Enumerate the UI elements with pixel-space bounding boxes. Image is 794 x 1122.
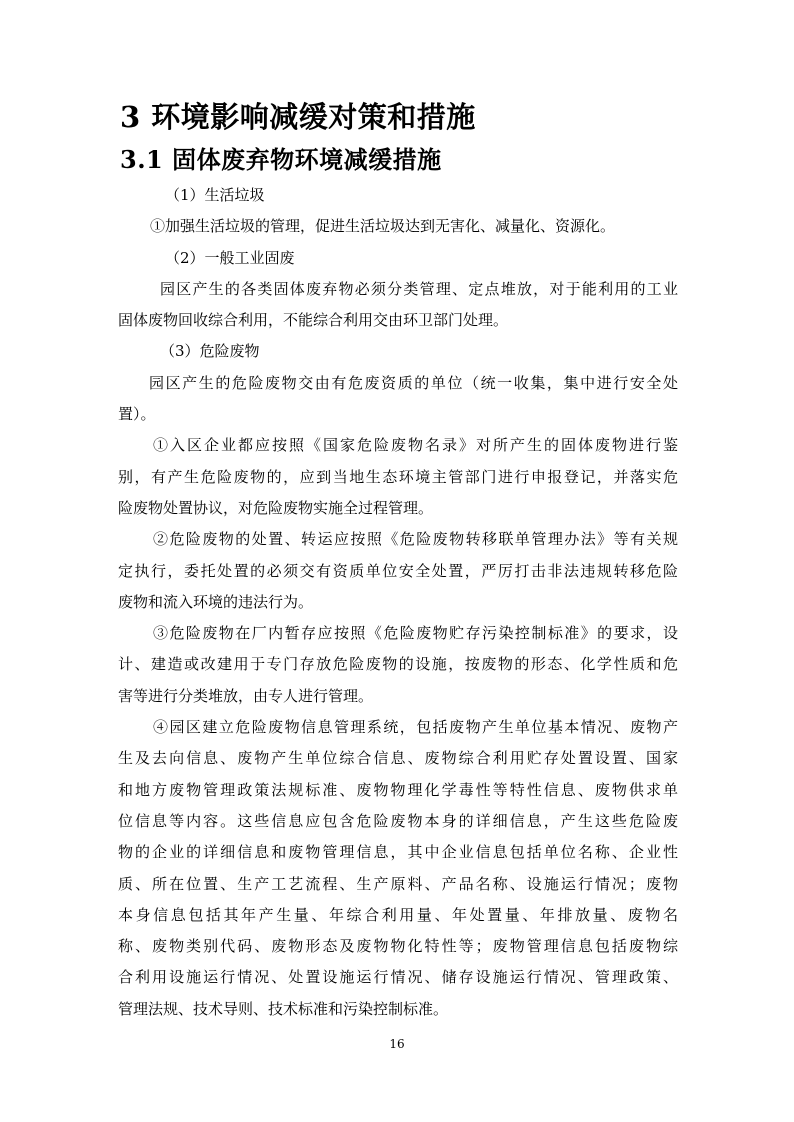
section-heading: 3.1 固体废弃物环境减缓措施: [120, 145, 442, 174]
paragraph-line: 合利用设施运行情况、处置设施运行情况、储存设施运行情况、管理政策、: [118, 968, 678, 987]
paragraph-line: 园区产生的各类固体废弃物必须分类管理、定点堆放，对于能利用的工业: [160, 279, 678, 298]
subheading-household-waste: （1）生活垃圾: [165, 186, 265, 204]
paragraph-line: 废物和流入环境的违法行为。: [118, 592, 314, 611]
paragraph-line: 定执行，委托处置的必须交有资质单位安全处置，严厉打击非法违规转移危险: [118, 561, 678, 580]
paragraph-line: 害等进行分类堆放，由专人进行管理。: [118, 686, 374, 705]
paragraph-line: 别，有产生危险废物的，应到当地生态环境主管部门进行申报登记，并落实危: [118, 467, 678, 486]
paragraph-line: 险废物处置协议，对危险废物实施全过程管理。: [118, 498, 434, 517]
paragraph-line: 质、所在位置、生产工艺流程、生产原料、产品名称、设施运行情况；废物: [118, 874, 678, 893]
page-number: 16: [389, 1037, 405, 1051]
subheading-industrial-solid-waste: （2）一般工业固废: [165, 248, 295, 267]
paragraph-line: ②危险废物的处置、转运应按照《危险废物转移联单管理办法》等有关规: [153, 530, 678, 549]
paragraph-line: 物的企业的详细信息和废物管理信息，其中企业信息包括单位名称、企业性: [118, 843, 678, 862]
paragraph-line: 生及去向信息、废物产生单位综合信息、废物综合利用贮存处置设置、国家: [118, 749, 678, 768]
paragraph-line: 本身信息包括其年产生量、年综合利用量、年处置量、年排放量、废物名: [118, 905, 678, 924]
subheading-hazardous-waste: （3）危险废物: [160, 342, 260, 361]
paragraph-line: 位信息等内容。这些信息应包含危险废物本身的详细信息，产生这些危险废: [118, 811, 678, 830]
body-text: [118, 180, 678, 1025]
paragraph-line: 管理法规、技术导则、技术标准和污染控制标准。: [118, 999, 449, 1018]
paragraph-line: ①加强生活垃圾的管理，促进生活垃圾达到无害化、减量化、资源化。: [150, 217, 616, 236]
paragraph-line: 园区产生的危险废物交由有危废资质的单位（统一收集，集中进行安全处: [149, 373, 678, 392]
chapter-heading: 3 环境影响减缓对策和措施: [120, 100, 476, 134]
paragraph-line: ④园区建立危险废物信息管理系统，包括废物产生单位基本情况、废物产: [153, 718, 678, 737]
paragraph-line: 计、建造或改建用于专门存放危险废物的设施，按废物的形态、化学性质和危: [118, 655, 678, 674]
paragraph-line: 固体废物回收综合利用，不能综合利用交由环卫部门处理。: [118, 311, 509, 330]
paragraph-line: ①入区企业都应按照《国家危险废物名录》对所产生的固体废物进行鉴: [153, 436, 678, 455]
paragraph-line: 称、废物类别代码、废物形态及废物物化特性等；废物管理信息包括废物综: [118, 937, 678, 956]
paragraph-line: 置）。: [118, 405, 156, 424]
paragraph-line: ③危险废物在厂内暂存应按照《危险废物贮存污染控制标准》的要求，设: [153, 624, 678, 643]
paragraph-line: 和地方废物管理政策法规标准、废物物理化学毒性等特性信息、废物供求单: [118, 780, 678, 799]
